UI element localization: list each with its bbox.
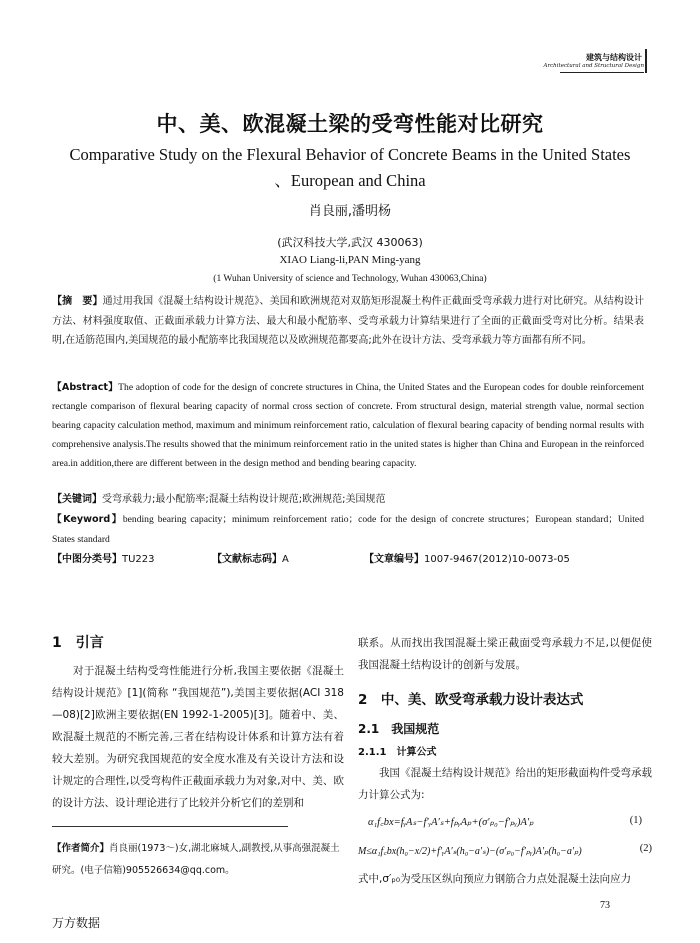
footnote-rule	[52, 826, 288, 827]
abstract-en	[52, 378, 644, 473]
clc-code: 【中图分类号】TU223	[52, 554, 155, 565]
authors-cn: 肖良丽,潘明杨	[308, 204, 392, 219]
affiliation-en: (1 Wuhan University of science and Technology, Wuhan 430063,China)	[213, 274, 487, 284]
keywords-cn-label: 【关键词】	[52, 494, 102, 505]
document-code: 【文献标志码】A	[212, 554, 289, 565]
keywords-cn	[52, 490, 644, 510]
abstract-cn	[52, 292, 644, 351]
abstract-en-text: The adoption of code for the design of concrete structures in China, the United States and the European codes for double reinforcement rectangle comparison of flexural bearing capacity of normal cross section of concrete. From structural design, material strength value, normal section bearing capacity calculation method, maximum and minimum reinforcement ratio, calculation of flexural bearing capacity of bending normal results with comprehensive analysis.The results showed that the minimum reinforcement ratio in the united states is higher than China and European in the reinforced area.in addition,there are different between in the design method and bending bearing capacity.	[52, 382, 644, 469]
left-column	[52, 632, 344, 814]
page-number: 73	[600, 900, 610, 911]
intro-paragraph: 对于混凝土结构受弯性能进行分析,我国主要依据《混凝土结构设计规范》[1](简称 “我国规范”),美国主要依据(ACI 318—08)[2]欧洲主要依据(EN 1992-1-2005)[3]。随着中、美、欧混凝土规范的不断完善,三者在结构设计体系和计算方法有着较大差别。为研究我国规范的安全度水准及有关设计方法和设计规定的合理性,以受弯构件正截面承载力为对象,对中、美、欧的设计方法、设计理论进行了比较并分析它们的差别和	[52, 665, 344, 809]
article-number: 【文章编号】1007-9467(2012)10-0073-05	[364, 554, 570, 565]
abstract-en-label: 【Abstract】	[52, 382, 119, 393]
author-note-label: 【作者简介】	[52, 843, 110, 854]
paper-title-cn: 中、美、欧混凝土梁的受弯性能对比研究	[156, 112, 544, 136]
continued-paragraph: 联系。从而找出我国混凝土梁正截面受弯承载力不足,以便促使我国混凝土结构设计的创新与发展。	[358, 637, 652, 671]
header-bar	[645, 49, 647, 73]
abstract-cn-text: 通过用我国《混凝土结构设计规范》、美国和欧洲规范对双筋矩形混凝土构件正截面受弯承载力进行对比研究。从结构设计方法、材料强度取值、正截面承载力计算方法、最大和最小配筋率、受弯承载力计算结果进行了全面的正截面受弯对比分析。结果表明,在适筋范围内,美国规范的最小配筋率比我国规范以及欧洲规范都要高;此外在设计方法、受弯承载力等方面都有所不同。	[52, 296, 645, 346]
running-header-subtitle: Architectural and Structural Design	[543, 63, 644, 69]
paper-title-en: Comparative Study on the Flexural Behavior of Concrete Beams in the United States 、European and China	[69, 145, 631, 190]
equation-1-body: α₁f꜀bx=fᵧAₛ−f′ᵧA′ₛ+fₚᵧAₚ+(σ′ₚ₀−f′ₚᵧ)A′ₚ	[368, 817, 534, 828]
equation-1-number: (1)	[629, 815, 642, 826]
section-heading-intro: 1 引言	[52, 635, 104, 651]
running-header-title: 建筑与结构设计	[586, 53, 642, 62]
equation-notes: 式中,σ′ₚ₀为受压区纵向预应力钢筋合力点处混凝土法向应力	[358, 873, 632, 885]
equation-2	[358, 840, 652, 864]
keywords-en-label: 【Keyword】	[52, 514, 123, 525]
affiliation-cn: (武汉科技大学,武汉 430063)	[277, 236, 423, 249]
watermark-text: 万方数据	[52, 916, 101, 930]
formula-intro: 我国《混凝土结构设计规范》给出的矩形截面构件受弯承载力计算公式为:	[358, 767, 652, 801]
author-footnote	[52, 838, 344, 882]
equation-2-number: (2)	[639, 843, 652, 854]
equation-2-body: M≤α₁f꜀bx(h₀−x/2)+f′ᵧA′ₛ(h₀−a′ₛ)−(σ′ₚ₀−f′ₚᵧ)A′ₚ(h₀−a′ₚ)	[358, 846, 582, 857]
subsection-heading-2-1: 2.1 我国规范	[358, 722, 440, 736]
keywords-en-text: bending bearing capacity；minimum reinforcement ratio；code for the design of concrete structures；European standard；United States standard	[52, 514, 644, 545]
authors-en: XIAO Liang-li,PAN Ming-yang	[279, 254, 421, 266]
author-note-text: 肖良丽(1973～)女,湖北麻城人,副教授,从事高强混凝土研究。(电子信箱)905526634@qq.com。	[52, 843, 340, 876]
keywords-cn-text: 受弯承载力;最小配筋率;混凝土结构设计规范;欧洲规范;美国规范	[102, 494, 386, 505]
keywords-en	[52, 510, 644, 549]
equation-1	[358, 812, 652, 836]
header-rule	[560, 72, 644, 73]
abstract-cn-label: 【摘 要】	[52, 296, 103, 307]
subsubsection-heading-2-1-1: 2.1.1 计算公式	[358, 747, 437, 758]
section-heading-2: 2 中、美、欧受弯承载力设计表达式	[358, 692, 584, 708]
right-column	[358, 632, 652, 890]
